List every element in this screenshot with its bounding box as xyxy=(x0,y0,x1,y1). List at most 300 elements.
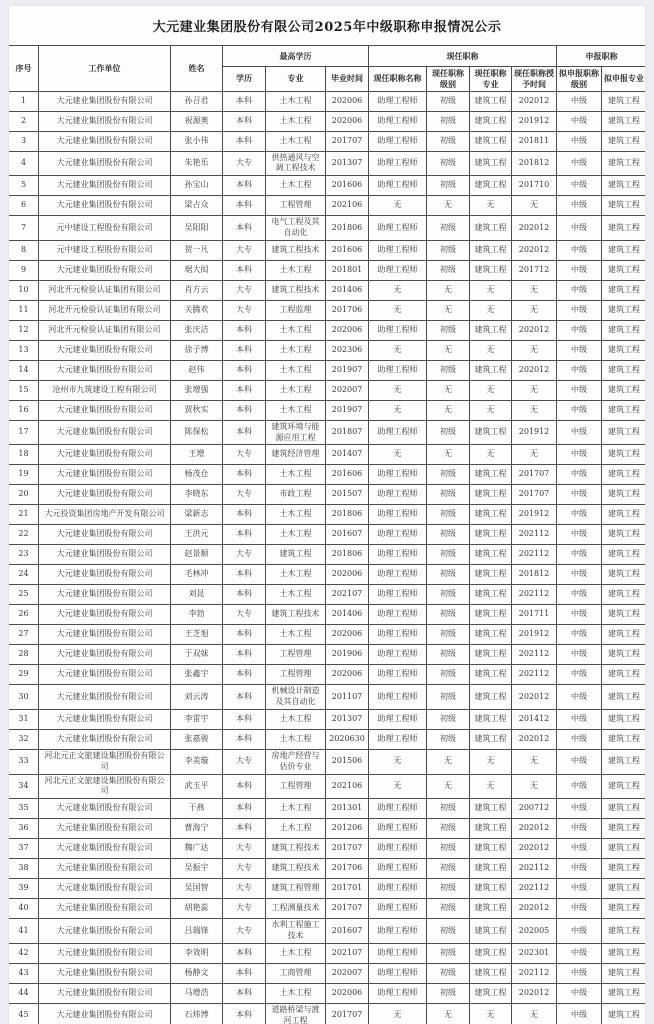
cell-person-name: 朱艳乐 xyxy=(171,151,223,176)
cell-education: 大专 xyxy=(223,545,266,565)
cell-serial: 31 xyxy=(9,709,39,729)
cell-graduation-date: 202006 xyxy=(326,111,369,131)
cell-person-name: 关腾欢 xyxy=(171,300,223,320)
cell-apply-major: 建筑工程 xyxy=(602,545,646,565)
cell-current-title-award-date: 201912 xyxy=(512,625,557,645)
cell-apply-major: 建筑工程 xyxy=(602,625,646,645)
cell-work-unit: 河北元正文旅建设集团股份有限公司 xyxy=(39,749,171,774)
cell-education: 本科 xyxy=(223,420,266,445)
cell-current-title-name: 无 xyxy=(369,300,427,320)
cell-apply-title-level: 中级 xyxy=(557,983,602,1003)
cell-person-name: 李美璇 xyxy=(171,749,223,774)
cell-work-unit: 大元建业集团股份有限公司 xyxy=(39,879,171,899)
cell-graduation-date: 201706 xyxy=(326,300,369,320)
cell-apply-title-level: 中级 xyxy=(557,625,602,645)
cell-current-title-major: 无 xyxy=(470,380,512,400)
cell-current-title-major: 建筑工程 xyxy=(470,963,512,983)
cell-apply-major: 建筑工程 xyxy=(602,859,646,879)
cell-education: 本科 xyxy=(223,465,266,485)
cell-current-title-level: 初级 xyxy=(427,899,470,919)
cell-work-unit: 大元投资集团房地产开发有限公司 xyxy=(39,505,171,525)
cell-apply-title-level: 中级 xyxy=(557,300,602,320)
cell-current-title-name: 助理工程师 xyxy=(369,320,427,340)
cell-major: 土木工程 xyxy=(266,525,326,545)
cell-person-name: 杨茂仓 xyxy=(171,465,223,485)
cell-serial: 6 xyxy=(9,196,39,216)
cell-apply-title-level: 中级 xyxy=(557,445,602,465)
cell-current-title-level: 初级 xyxy=(427,525,470,545)
cell-graduation-date: 201406 xyxy=(326,280,369,300)
table-row xyxy=(9,400,647,420)
cell-apply-title-level: 中级 xyxy=(557,1003,602,1024)
cell-apply-major: 建筑工程 xyxy=(602,380,646,400)
cell-major: 工程管理 xyxy=(266,196,326,216)
cell-education: 大专 xyxy=(223,839,266,859)
cell-apply-major: 建筑工程 xyxy=(602,799,646,819)
cell-serial: 29 xyxy=(9,665,39,685)
cell-work-unit: 大元建业集团股份有限公司 xyxy=(39,605,171,625)
cell-current-title-name: 助理工程师 xyxy=(369,545,427,565)
cell-current-title-major: 建筑工程 xyxy=(470,859,512,879)
cell-work-unit: 大元建业集团股份有限公司 xyxy=(39,799,171,819)
cell-current-title-name: 助理工程师 xyxy=(369,983,427,1003)
cell-work-unit: 大元建业集团股份有限公司 xyxy=(39,400,171,420)
cell-current-title-level: 初级 xyxy=(427,151,470,176)
cell-apply-title-level: 中级 xyxy=(557,360,602,380)
cell-apply-title-level: 中级 xyxy=(557,320,602,340)
table-row xyxy=(9,919,647,944)
cell-current-title-major: 建筑工程 xyxy=(470,605,512,625)
cell-person-name: 张小伟 xyxy=(171,131,223,151)
cell-current-title-award-date: 201412 xyxy=(512,709,557,729)
cell-current-title-major: 建筑工程 xyxy=(470,420,512,445)
cell-major: 建筑环境与能源应用工程 xyxy=(266,420,326,445)
header-apply-title-level: 拟申报职称级别 xyxy=(557,67,602,92)
cell-education: 本科 xyxy=(223,685,266,710)
cell-apply-title-level: 中级 xyxy=(557,505,602,525)
cell-graduation-date: 201301 xyxy=(326,799,369,819)
cell-graduation-date: 201907 xyxy=(326,400,369,420)
cell-work-unit: 河北开元检验认证集团有限公司 xyxy=(39,300,171,320)
table-row xyxy=(9,774,647,799)
cell-major: 土木工程 xyxy=(266,819,326,839)
cell-major: 土木工程 xyxy=(266,465,326,485)
cell-current-title-level: 初级 xyxy=(427,240,470,260)
cell-current-title-level: 初级 xyxy=(427,485,470,505)
cell-current-title-level: 初级 xyxy=(427,879,470,899)
cell-graduation-date: 202006 xyxy=(326,983,369,1003)
cell-work-unit: 大元建业集团股份有限公司 xyxy=(39,943,171,963)
cell-current-title-name: 助理工程师 xyxy=(369,465,427,485)
table-row xyxy=(9,729,647,749)
cell-education: 本科 xyxy=(223,91,266,111)
cell-current-title-name: 助理工程师 xyxy=(369,799,427,819)
table-row xyxy=(9,899,647,919)
table-row xyxy=(9,176,647,196)
cell-graduation-date: 201701 xyxy=(326,879,369,899)
cell-current-title-major: 建筑工程 xyxy=(470,729,512,749)
cell-current-title-name: 助理工程师 xyxy=(369,176,427,196)
cell-current-title-name: 助理工程师 xyxy=(369,625,427,645)
cell-current-title-award-date: 无 xyxy=(512,749,557,774)
cell-current-title-level: 初级 xyxy=(427,729,470,749)
cell-graduation-date: 201607 xyxy=(326,919,369,944)
cell-major: 土木工程 xyxy=(266,320,326,340)
cell-current-title-award-date: 202012 xyxy=(512,320,557,340)
cell-major: 土木工程 xyxy=(266,625,326,645)
cell-major: 土木工程 xyxy=(266,360,326,380)
cell-graduation-date: 202006 xyxy=(326,91,369,111)
cell-education: 本科 xyxy=(223,400,266,420)
cell-major: 水利工程施工技术 xyxy=(266,919,326,944)
cell-graduation-date: 201607 xyxy=(326,525,369,545)
cell-serial: 8 xyxy=(9,240,39,260)
cell-apply-title-level: 中级 xyxy=(557,465,602,485)
cell-person-name: 梁占众 xyxy=(171,196,223,216)
table-row xyxy=(9,665,647,685)
cell-current-title-level: 初级 xyxy=(427,709,470,729)
cell-current-title-award-date: 无 xyxy=(512,774,557,799)
cell-current-title-major: 建筑工程 xyxy=(470,360,512,380)
cell-apply-major: 建筑工程 xyxy=(602,420,646,445)
cell-person-name: 梁新志 xyxy=(171,505,223,525)
cell-graduation-date: 201906 xyxy=(326,645,369,665)
cell-current-title-level: 初级 xyxy=(427,839,470,859)
cell-graduation-date: 201801 xyxy=(326,260,369,280)
cell-apply-title-level: 中级 xyxy=(557,151,602,176)
cell-apply-title-level: 中级 xyxy=(557,111,602,131)
cell-serial: 41 xyxy=(9,919,39,944)
cell-apply-major: 建筑工程 xyxy=(602,585,646,605)
table-row xyxy=(9,585,647,605)
cell-current-title-name: 助理工程师 xyxy=(369,645,427,665)
table-row xyxy=(9,216,647,241)
cell-current-title-level: 无 xyxy=(427,196,470,216)
table-row xyxy=(9,545,647,565)
cell-person-name: 曹海宁 xyxy=(171,819,223,839)
cell-apply-major: 建筑工程 xyxy=(602,400,646,420)
cell-current-title-major: 建筑工程 xyxy=(470,505,512,525)
cell-major: 土木工程 xyxy=(266,340,326,360)
cell-person-name: 石炜博 xyxy=(171,1003,223,1024)
cell-education: 本科 xyxy=(223,360,266,380)
cell-graduation-date: 202006 xyxy=(326,625,369,645)
cell-major: 土木工程 xyxy=(266,400,326,420)
cell-person-name: 贾秋实 xyxy=(171,400,223,420)
cell-current-title-name: 助理工程师 xyxy=(369,360,427,380)
cell-major: 电气工程及其自动化 xyxy=(266,216,326,241)
cell-apply-title-level: 中级 xyxy=(557,340,602,360)
cell-apply-major: 建筑工程 xyxy=(602,240,646,260)
cell-graduation-date: 202306 xyxy=(326,340,369,360)
cell-current-title-level: 无 xyxy=(427,380,470,400)
cell-current-title-award-date: 201912 xyxy=(512,505,557,525)
cell-person-name: 赵景顺 xyxy=(171,545,223,565)
cell-apply-title-level: 中级 xyxy=(557,131,602,151)
cell-serial: 22 xyxy=(9,525,39,545)
cell-current-title-name: 助理工程师 xyxy=(369,91,427,111)
cell-apply-major: 建筑工程 xyxy=(602,774,646,799)
table-row xyxy=(9,983,647,1003)
cell-graduation-date: 202107 xyxy=(326,585,369,605)
cell-serial: 19 xyxy=(9,465,39,485)
cell-current-title-level: 初级 xyxy=(427,465,470,485)
cell-current-title-major: 建筑工程 xyxy=(470,176,512,196)
cell-current-title-name: 无 xyxy=(369,1003,427,1024)
header-group-highest-education: 最高学历 xyxy=(223,46,369,67)
cell-education: 本科 xyxy=(223,585,266,605)
table-row xyxy=(9,819,647,839)
table-row xyxy=(9,709,647,729)
cell-person-name: 琚大闳 xyxy=(171,260,223,280)
cell-major: 土木工程 xyxy=(266,260,326,280)
cell-serial: 32 xyxy=(9,729,39,749)
cell-current-title-major: 建筑工程 xyxy=(470,240,512,260)
cell-person-name: 吴振宇 xyxy=(171,859,223,879)
cell-apply-major: 建筑工程 xyxy=(602,260,646,280)
header-current-title-major: 现任职称专业 xyxy=(470,67,512,92)
cell-work-unit: 大元建业集团股份有限公司 xyxy=(39,260,171,280)
cell-current-title-major: 建筑工程 xyxy=(470,585,512,605)
cell-education: 本科 xyxy=(223,260,266,280)
cell-graduation-date: 201806 xyxy=(326,505,369,525)
cell-major: 道路桥梁与渡河工程 xyxy=(266,1003,326,1024)
cell-graduation-date: 201806 xyxy=(326,216,369,241)
cell-education: 本科 xyxy=(223,196,266,216)
table-row xyxy=(9,963,647,983)
cell-apply-major: 建筑工程 xyxy=(602,665,646,685)
table-row xyxy=(9,420,647,445)
cell-graduation-date: 201707 xyxy=(326,839,369,859)
cell-current-title-major: 无 xyxy=(470,445,512,465)
cell-work-unit: 大元建业集团股份有限公司 xyxy=(39,151,171,176)
cell-apply-major: 建筑工程 xyxy=(602,216,646,241)
cell-apply-major: 建筑工程 xyxy=(602,340,646,360)
cell-major: 建筑工程技术 xyxy=(266,605,326,625)
cell-person-name: 王增 xyxy=(171,445,223,465)
cell-serial: 9 xyxy=(9,260,39,280)
cell-current-title-name: 助理工程师 xyxy=(369,819,427,839)
cell-current-title-award-date: 202012 xyxy=(512,360,557,380)
cell-current-title-level: 初级 xyxy=(427,216,470,241)
cell-person-name: 王洪元 xyxy=(171,525,223,545)
cell-apply-major: 建筑工程 xyxy=(602,685,646,710)
cell-current-title-major: 建筑工程 xyxy=(470,685,512,710)
cell-work-unit: 大元建业集团股份有限公司 xyxy=(39,625,171,645)
cell-major: 土木工程 xyxy=(266,91,326,111)
cell-major: 工程管理 xyxy=(266,774,326,799)
cell-apply-title-level: 中级 xyxy=(557,963,602,983)
cell-current-title-level: 无 xyxy=(427,280,470,300)
cell-current-title-name: 无 xyxy=(369,400,427,420)
cell-serial: 45 xyxy=(9,1003,39,1024)
cell-person-name: 祝源奥 xyxy=(171,111,223,131)
cell-graduation-date: 202007 xyxy=(326,963,369,983)
cell-current-title-level: 初级 xyxy=(427,819,470,839)
cell-current-title-award-date: 201812 xyxy=(512,151,557,176)
cell-major: 土木工程 xyxy=(266,709,326,729)
cell-serial: 14 xyxy=(9,360,39,380)
cell-current-title-level: 初级 xyxy=(427,131,470,151)
cell-graduation-date: 201406 xyxy=(326,605,369,625)
table-row xyxy=(9,445,647,465)
cell-current-title-award-date: 201707 xyxy=(512,485,557,505)
table-row xyxy=(9,151,647,176)
header-apply-major: 拟申报专业 xyxy=(602,67,646,92)
cell-current-title-major: 建筑工程 xyxy=(470,943,512,963)
cell-serial: 40 xyxy=(9,899,39,919)
cell-education: 大专 xyxy=(223,919,266,944)
table-row xyxy=(9,111,647,131)
cell-education: 本科 xyxy=(223,665,266,685)
cell-graduation-date: 201806 xyxy=(326,545,369,565)
cell-current-title-award-date: 202012 xyxy=(512,983,557,1003)
cell-current-title-major: 无 xyxy=(470,749,512,774)
cell-graduation-date: 202106 xyxy=(326,774,369,799)
cell-education: 本科 xyxy=(223,625,266,645)
cell-current-title-major: 建筑工程 xyxy=(470,665,512,685)
cell-current-title-major: 建筑工程 xyxy=(470,645,512,665)
cell-person-name: 赵伟 xyxy=(171,360,223,380)
cell-apply-title-level: 中级 xyxy=(557,919,602,944)
cell-major: 市政工程 xyxy=(266,485,326,505)
cell-current-title-level: 初级 xyxy=(427,320,470,340)
cell-work-unit: 大元建业集团股份有限公司 xyxy=(39,1003,171,1024)
cell-work-unit: 大元建业集团股份有限公司 xyxy=(39,340,171,360)
cell-work-unit: 元中建设工程股份有限公司 xyxy=(39,240,171,260)
cell-person-name: 吴国智 xyxy=(171,879,223,899)
cell-current-title-name: 助理工程师 xyxy=(369,899,427,919)
cell-apply-major: 建筑工程 xyxy=(602,943,646,963)
cell-current-title-award-date: 201710 xyxy=(512,176,557,196)
cell-apply-title-level: 中级 xyxy=(557,280,602,300)
cell-current-title-name: 无 xyxy=(369,445,427,465)
cell-person-name: 李效明 xyxy=(171,943,223,963)
cell-graduation-date: 201606 xyxy=(326,465,369,485)
cell-person-name: 于双妹 xyxy=(171,645,223,665)
notice-sheet xyxy=(8,5,646,1024)
cell-major: 工程管理 xyxy=(266,665,326,685)
cell-apply-major: 建筑工程 xyxy=(602,819,646,839)
cell-current-title-level: 初级 xyxy=(427,420,470,445)
cell-education: 本科 xyxy=(223,505,266,525)
cell-current-title-major: 建筑工程 xyxy=(470,260,512,280)
cell-major: 土木工程 xyxy=(266,380,326,400)
cell-apply-title-level: 中级 xyxy=(557,400,602,420)
cell-graduation-date: 202106 xyxy=(326,196,369,216)
cell-person-name: 毛林冲 xyxy=(171,565,223,585)
cell-current-title-award-date: 无 xyxy=(512,280,557,300)
cell-current-title-major: 无 xyxy=(470,280,512,300)
cell-current-title-major: 建筑工程 xyxy=(470,565,512,585)
cell-serial: 30 xyxy=(9,685,39,710)
cell-current-title-major: 无 xyxy=(470,1003,512,1024)
cell-education: 本科 xyxy=(223,943,266,963)
cell-graduation-date: 201706 xyxy=(326,859,369,879)
cell-person-name: 刘昆 xyxy=(171,585,223,605)
cell-graduation-date: 201506 xyxy=(326,749,369,774)
cell-education: 本科 xyxy=(223,963,266,983)
cell-current-title-award-date: 202112 xyxy=(512,859,557,879)
cell-current-title-award-date: 202012 xyxy=(512,216,557,241)
cell-apply-major: 建筑工程 xyxy=(602,645,646,665)
cell-current-title-major: 建筑工程 xyxy=(470,819,512,839)
cell-current-title-level: 初级 xyxy=(427,859,470,879)
cell-serial: 3 xyxy=(9,131,39,151)
cell-major: 土木工程 xyxy=(266,983,326,1003)
cell-current-title-name: 助理工程师 xyxy=(369,585,427,605)
cell-apply-major: 建筑工程 xyxy=(602,196,646,216)
cell-current-title-name: 无 xyxy=(369,774,427,799)
cell-current-title-major: 建筑工程 xyxy=(470,320,512,340)
cell-apply-title-level: 中级 xyxy=(557,420,602,445)
table-row xyxy=(9,799,647,819)
cell-serial: 26 xyxy=(9,605,39,625)
cell-serial: 13 xyxy=(9,340,39,360)
cell-apply-major: 建筑工程 xyxy=(602,176,646,196)
table-row xyxy=(9,749,647,774)
cell-current-title-award-date: 201712 xyxy=(512,260,557,280)
cell-education: 本科 xyxy=(223,176,266,196)
cell-graduation-date: 202006 xyxy=(326,320,369,340)
cell-current-title-award-date: 202112 xyxy=(512,963,557,983)
cell-work-unit: 大元建业集团股份有限公司 xyxy=(39,465,171,485)
cell-current-title-level: 初级 xyxy=(427,665,470,685)
cell-graduation-date: 201606 xyxy=(326,176,369,196)
cell-work-unit: 大元建业集团股份有限公司 xyxy=(39,983,171,1003)
cell-graduation-date: 202006 xyxy=(326,665,369,685)
cell-current-title-level: 无 xyxy=(427,774,470,799)
cell-current-title-award-date: 201912 xyxy=(512,420,557,445)
cell-current-title-major: 建筑工程 xyxy=(470,111,512,131)
table-row xyxy=(9,300,647,320)
cell-person-name: 胡艳蕊 xyxy=(171,899,223,919)
cell-apply-title-level: 中级 xyxy=(557,525,602,545)
header-work-unit: 工作单位 xyxy=(39,46,171,92)
cell-work-unit: 元中建设工程股份有限公司 xyxy=(39,216,171,241)
cell-serial: 4 xyxy=(9,151,39,176)
cell-major: 建筑工程技术 xyxy=(266,859,326,879)
cell-current-title-level: 初级 xyxy=(427,645,470,665)
table-row xyxy=(9,240,647,260)
cell-current-title-award-date: 201811 xyxy=(512,131,557,151)
cell-current-title-name: 助理工程师 xyxy=(369,151,427,176)
header-person-name: 姓名 xyxy=(171,46,223,92)
cell-graduation-date: 201307 xyxy=(326,151,369,176)
cell-current-title-award-date: 无 xyxy=(512,340,557,360)
cell-serial: 38 xyxy=(9,859,39,879)
cell-work-unit: 大元建业集团股份有限公司 xyxy=(39,839,171,859)
cell-major: 建筑工程技术 xyxy=(266,839,326,859)
cell-serial: 36 xyxy=(9,819,39,839)
cell-current-title-award-date: 202012 xyxy=(512,839,557,859)
header-current-title-name: 现任职称名称 xyxy=(369,67,427,92)
cell-work-unit: 大元建业集团股份有限公司 xyxy=(39,565,171,585)
cell-serial: 5 xyxy=(9,176,39,196)
cell-apply-major: 建筑工程 xyxy=(602,709,646,729)
cell-major: 土木工程 xyxy=(266,729,326,749)
cell-person-name: 李雷宇 xyxy=(171,709,223,729)
cell-current-title-level: 初级 xyxy=(427,91,470,111)
cell-apply-major: 建筑工程 xyxy=(602,280,646,300)
cell-graduation-date: 201407 xyxy=(326,445,369,465)
cell-current-title-level: 初级 xyxy=(427,605,470,625)
cell-serial: 21 xyxy=(9,505,39,525)
cell-current-title-level: 初级 xyxy=(427,983,470,1003)
table-header xyxy=(9,46,647,92)
cell-current-title-major: 无 xyxy=(470,774,512,799)
cell-graduation-date: 201307 xyxy=(326,709,369,729)
